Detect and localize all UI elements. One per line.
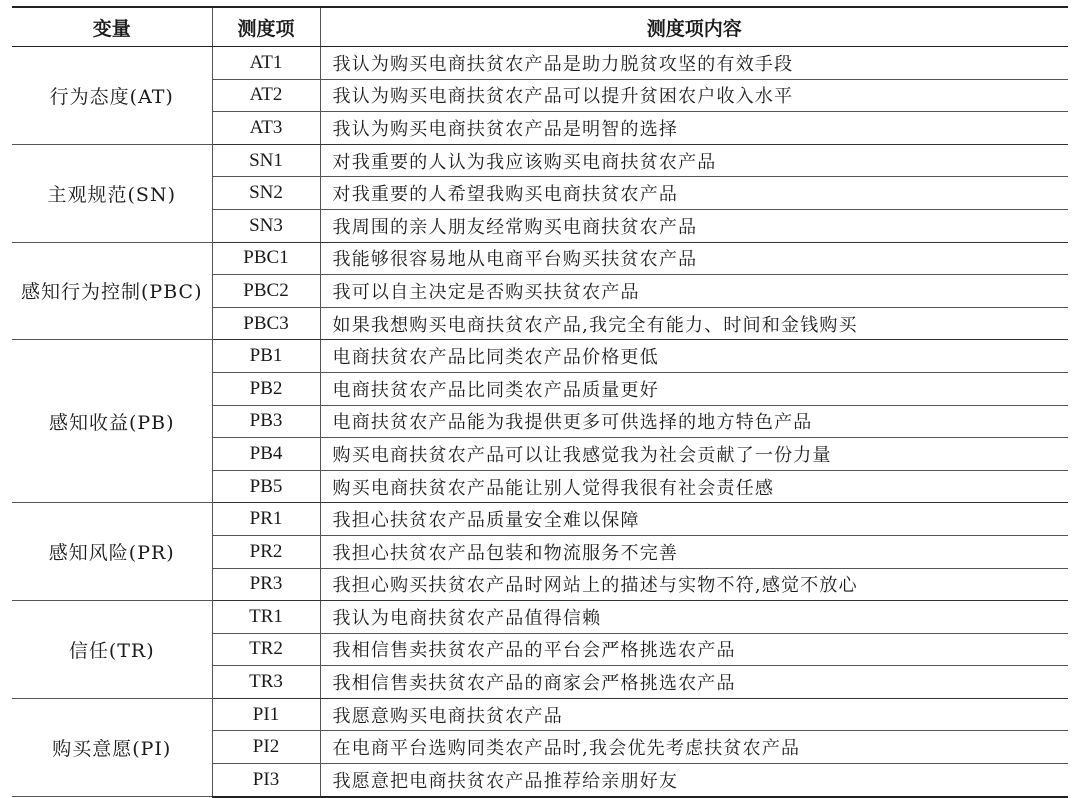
- item-code-cell: TR2: [212, 633, 320, 666]
- item-content-cell: 电商扶贫农产品比同类农产品质量更好: [320, 372, 1068, 405]
- item-content-cell: 电商扶贫农产品比同类农产品价格更低: [320, 340, 1068, 373]
- item-content-cell: 我可以自主决定是否购买扶贫农产品: [320, 275, 1068, 308]
- item-code-cell: PBC1: [212, 242, 320, 275]
- item-code-cell: PBC2: [212, 275, 320, 308]
- table-row: [12, 503, 1068, 536]
- item-content-cell: 如果我想购买电商扶贫农产品,我完全有能力、时间和金钱购买: [320, 307, 1068, 340]
- item-content-cell: 我周围的亲人朋友经常购买电商扶贫农产品: [320, 209, 1068, 242]
- table-row: [12, 242, 1068, 275]
- item-code-cell: PI2: [212, 731, 320, 764]
- item-code-cell: PR1: [212, 503, 320, 536]
- item-code-cell: TR1: [212, 601, 320, 634]
- item-code-cell: PI1: [212, 698, 320, 731]
- item-content-cell: 我相信售卖扶贫农产品的平台会严格挑选农产品: [320, 633, 1068, 666]
- item-content-cell: 我能够很容易地从电商平台购买扶贫农产品: [320, 242, 1068, 275]
- item-code-cell: AT1: [212, 47, 320, 80]
- item-code-cell: PB4: [212, 438, 320, 471]
- item-content-cell: 在电商平台选购同类农产品时,我会优先考虑扶贫农产品: [320, 731, 1068, 764]
- measurement-table-container: [12, 6, 1068, 798]
- table-row: [12, 47, 1068, 80]
- item-code-cell: SN1: [212, 144, 320, 177]
- item-content-cell: 对我重要的人希望我购买电商扶贫农产品: [320, 177, 1068, 210]
- variable-cell: 购买意愿(PI): [12, 698, 212, 796]
- item-content-cell: 我认为购买电商扶贫农产品是明智的选择: [320, 112, 1068, 145]
- item-content-cell: 我认为购买电商扶贫农产品可以提升贫困农户收入水平: [320, 79, 1068, 112]
- item-content-cell: 我相信售卖扶贫农产品的商家会严格挑选农产品: [320, 666, 1068, 699]
- table-row: [12, 144, 1068, 177]
- item-content-cell: 购买电商扶贫农产品可以让我感觉我为社会贡献了一份力量: [320, 438, 1068, 471]
- table-row: [12, 340, 1068, 373]
- item-code-cell: PR3: [212, 568, 320, 601]
- item-content-cell: 对我重要的人认为我应该购买电商扶贫农产品: [320, 144, 1068, 177]
- item-code-cell: AT3: [212, 112, 320, 145]
- header-row: [12, 7, 1068, 47]
- item-code-cell: PB2: [212, 372, 320, 405]
- variable-cell: 感知收益(PB): [12, 340, 212, 503]
- item-code-cell: PB3: [212, 405, 320, 438]
- item-code-cell: PR2: [212, 535, 320, 568]
- item-content-cell: 我担心扶贫农产品质量安全难以保障: [320, 503, 1068, 536]
- item-content-cell: 我认为购买电商扶贫农产品是助力脱贫攻坚的有效手段: [320, 47, 1068, 80]
- table-row: [12, 698, 1068, 731]
- variable-cell: 主观规范(SN): [12, 144, 212, 242]
- item-content-cell: 购买电商扶贫农产品能让别人觉得我很有社会责任感: [320, 470, 1068, 503]
- item-content-cell: 我愿意把电商扶贫农产品推荐给亲朋好友: [320, 764, 1068, 797]
- item-code-cell: PBC3: [212, 307, 320, 340]
- item-code-cell: PI3: [212, 764, 320, 797]
- table-body: [12, 47, 1068, 797]
- measurement-table: [12, 6, 1068, 798]
- item-code-cell: SN3: [212, 209, 320, 242]
- variable-cell: 行为态度(AT): [12, 47, 212, 145]
- item-content-cell: 我担心购买扶贫农产品时网站上的描述与实物不符,感觉不放心: [320, 568, 1068, 601]
- header-variable: 变量: [12, 7, 212, 47]
- item-code-cell: AT2: [212, 79, 320, 112]
- item-content-cell: 电商扶贫农产品能为我提供更多可供选择的地方特色产品: [320, 405, 1068, 438]
- item-code-cell: SN2: [212, 177, 320, 210]
- variable-cell: 信任(TR): [12, 601, 212, 699]
- variable-cell: 感知风险(PR): [12, 503, 212, 601]
- item-code-cell: PB5: [212, 470, 320, 503]
- header-item-content: 测度项内容: [320, 7, 1068, 47]
- item-content-cell: 我愿意购买电商扶贫农产品: [320, 698, 1068, 731]
- item-content-cell: 我认为电商扶贫农产品值得信赖: [320, 601, 1068, 634]
- item-code-cell: TR3: [212, 666, 320, 699]
- table-row: [12, 601, 1068, 634]
- item-content-cell: 我担心扶贫农产品包装和物流服务不完善: [320, 535, 1068, 568]
- header-item-code: 测度项: [212, 7, 320, 47]
- variable-cell: 感知行为控制(PBC): [12, 242, 212, 340]
- item-code-cell: PB1: [212, 340, 320, 373]
